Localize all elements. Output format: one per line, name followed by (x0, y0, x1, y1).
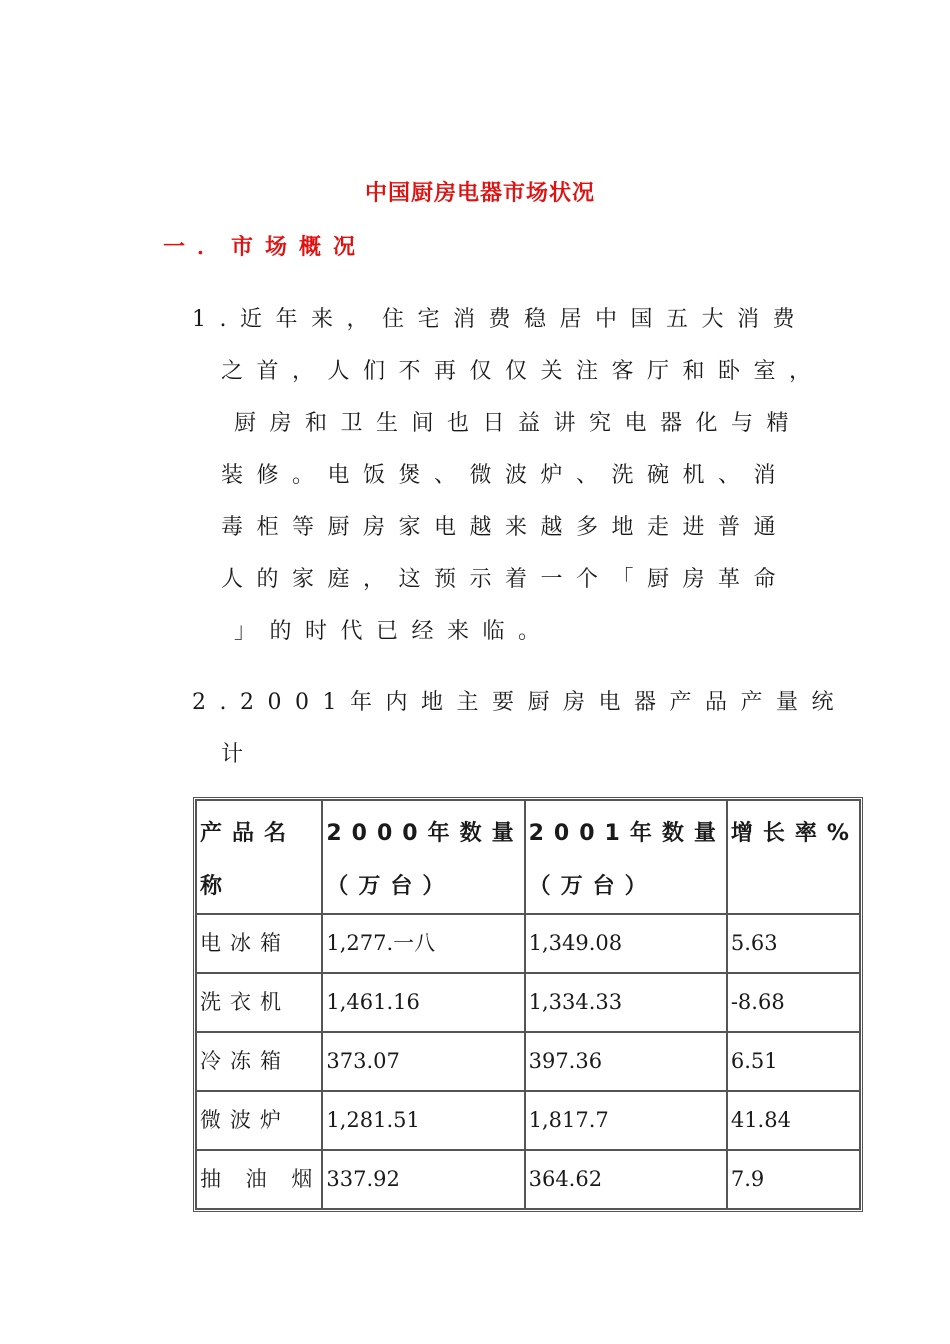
header-line: 增长率% (730, 821, 859, 846)
production-stats-table (193, 797, 863, 1212)
header-product-name (196, 800, 322, 914)
cell-2001-quantity: 364.62 (525, 1150, 727, 1209)
header-line: （万台） (326, 874, 455, 899)
cell-product-name: 洗衣机 (196, 973, 322, 1032)
header-line: 称 (200, 874, 233, 899)
paragraph-line: 」的时代已经来临。 (234, 619, 554, 644)
cell-growth-rate: 5.63 (727, 914, 860, 973)
paragraph-line: 1.近年来，住宅消费稳居中国五大消费 (192, 307, 808, 332)
header-line: 2001年数量 (528, 821, 726, 846)
cell-2001-quantity: 397.36 (525, 1032, 727, 1091)
header-2001-quantity (525, 800, 727, 914)
cell-product-name: 电冰箱 (196, 914, 322, 973)
cell-product-name: 微波炉 (196, 1091, 322, 1150)
cell-2000-quantity: 1,461.16 (322, 973, 524, 1032)
paragraph-line: 之首，人们不再仅仅关注客厅和卧室， (221, 359, 825, 384)
paragraph-2 (192, 677, 847, 781)
cell-2000-quantity: 373.07 (322, 1032, 524, 1091)
table-row (196, 973, 860, 1032)
cell-growth-rate: -8.68 (727, 973, 860, 1032)
paragraph-1 (192, 294, 825, 658)
table-row (196, 1150, 860, 1209)
cell-2001-quantity: 1,349.08 (525, 914, 727, 973)
paragraph-line: 2.2001年内地主要厨房电器产品产量统 (192, 690, 847, 715)
cell-2000-quantity: 1,281.51 (322, 1091, 524, 1150)
cell-growth-rate: 6.51 (727, 1032, 860, 1091)
cell-product-name: 冷冻箱 (196, 1032, 322, 1091)
section-heading: 一．市场概况 (163, 235, 368, 260)
document-title: 中国厨房电器市场状况 (364, 181, 595, 206)
header-growth-rate (727, 800, 860, 914)
cell-2000-quantity: 1,277.一八 (322, 914, 524, 973)
cell-2001-quantity: 1,817.7 (525, 1091, 727, 1150)
table-header-row (196, 800, 860, 914)
header-line: 2000年数量 (326, 821, 524, 846)
table-row (196, 1091, 860, 1150)
header-line: 产品名 (200, 821, 297, 846)
paragraph-line: 装修。电饭煲、微波炉、洗碗机、消 (221, 463, 790, 488)
table-row (196, 1032, 860, 1091)
paragraph-line: 毒柜等厨房家电越来越多地走进普通 (221, 515, 790, 540)
cell-2000-quantity: 337.92 (322, 1150, 524, 1209)
paragraph-line: 厨房和卫生间也日益讲究电器化与精 (234, 411, 803, 436)
header-line: （万台） (528, 874, 657, 899)
paragraph-line: 计 (221, 742, 257, 767)
cell-growth-rate: 41.84 (727, 1091, 860, 1150)
cell-2001-quantity: 1,334.33 (525, 973, 727, 1032)
cell-product-name: 抽 油 烟 (196, 1150, 322, 1209)
table-row (196, 914, 860, 973)
paragraph-line: 人的家庭，这预示着一个「厨房革命 (221, 567, 790, 592)
header-2000-quantity (322, 800, 524, 914)
cell-growth-rate: 7.9 (727, 1150, 860, 1209)
